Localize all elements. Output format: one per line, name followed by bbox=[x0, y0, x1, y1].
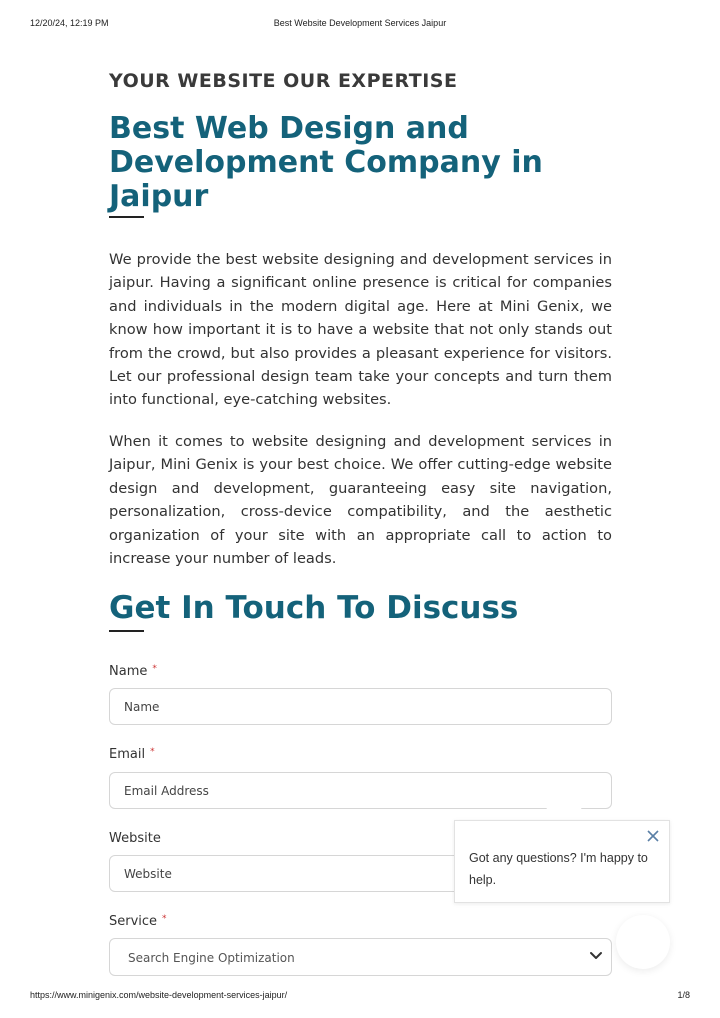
print-datetime: 12/20/24, 12:19 PM bbox=[30, 18, 109, 28]
website-label-text: Website bbox=[109, 831, 161, 846]
chevron-down-icon bbox=[589, 951, 603, 961]
service-label bbox=[109, 914, 167, 929]
print-footer bbox=[0, 990, 720, 1002]
close-icon[interactable] bbox=[645, 828, 661, 844]
print-page-number: 1/8 bbox=[677, 990, 690, 1000]
required-marker: * bbox=[162, 914, 167, 924]
required-marker: * bbox=[152, 664, 157, 674]
service-select[interactable] bbox=[109, 938, 612, 976]
email-input[interactable] bbox=[109, 772, 612, 809]
required-marker: * bbox=[150, 747, 155, 757]
name-input[interactable] bbox=[109, 688, 612, 725]
intro-paragraph: We provide the best website designing and development services in jaipur. Having a significant online presence is critical for companies and individuals in the modern digital age. Here at Mini Genix, we know how important it is to have a website that not only stands out from the crowd, but also provides a pleasant experience for visitors. Let our professional design team take your concepts and turn them into functional, eye-catching websites. bbox=[109, 251, 612, 409]
name-label bbox=[109, 664, 157, 679]
eyebrow-heading: YOUR WEBSITE OUR EXPERTISE bbox=[109, 70, 458, 92]
website-label bbox=[109, 831, 161, 846]
print-title: Best Website Development Services Jaipur bbox=[273, 18, 447, 28]
name-label-text: Name bbox=[109, 664, 148, 679]
email-label-text: Email bbox=[109, 747, 146, 762]
print-url: https://www.minigenix.com/website-development-services-jaipur/ bbox=[30, 990, 288, 1000]
contact-heading: Get In Touch To Discuss bbox=[109, 590, 519, 626]
heading-underline bbox=[109, 216, 144, 218]
services-paragraph: When it comes to website designing and development services in Jaipur, Mini Genix is your best choice. We offer cutting-edge website design and development, guaranteeing easy site navigation, personalization, cross-device compatibility, and the aesthetic organization of your site with an appropriate call to action to increase your number of leads. bbox=[109, 433, 612, 568]
service-label-text: Service bbox=[109, 914, 158, 929]
chat-launcher-button[interactable] bbox=[616, 915, 670, 969]
email-label bbox=[109, 747, 155, 762]
contact-heading-underline bbox=[109, 630, 144, 632]
service-selected-value: Search Engine Optimization bbox=[128, 951, 295, 965]
chat-message: Got any questions? I'm happy to help. bbox=[469, 851, 648, 887]
print-header bbox=[0, 18, 720, 30]
chat-popup bbox=[454, 820, 670, 903]
page-title: Best Web Design and Development Company in Jaipur bbox=[109, 111, 543, 214]
